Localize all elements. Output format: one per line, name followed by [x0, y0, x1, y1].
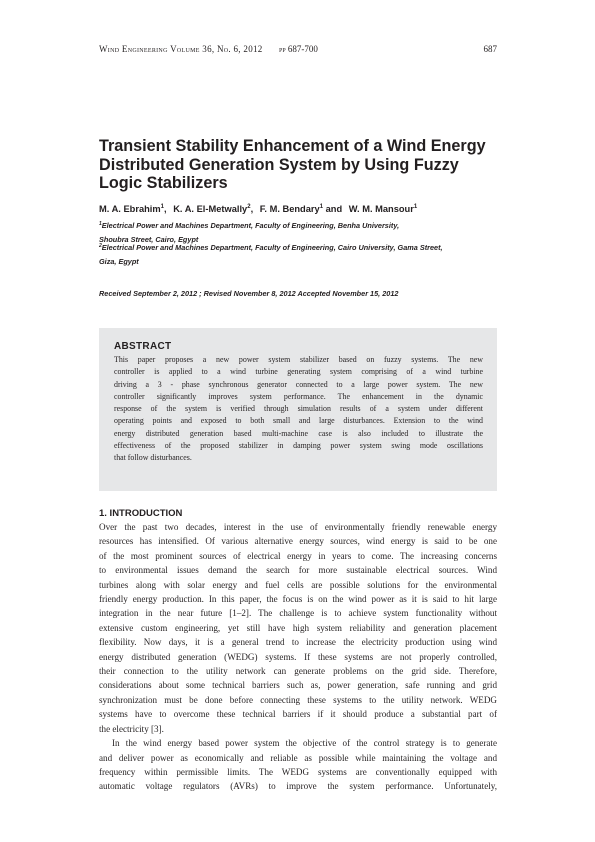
- body-line: systems have to overcome these technical barriers if it should produce a substantial part of: [99, 709, 497, 720]
- running-head: [99, 44, 497, 58]
- abstract-line: effectiveness of the proposed stabilizer in damping power system swing mode oscillations: [114, 441, 483, 451]
- body-line: flexibility. Now days, it is a general trend to increase the electricity production using wind: [99, 637, 497, 648]
- affiliation-mark: 1: [319, 204, 324, 210]
- abstract-box: [99, 328, 497, 491]
- body-line: energy distributed generation (WEDG) systems. If these systems are not properly controlled,: [99, 651, 497, 662]
- affiliation-mark: 2: [99, 243, 102, 249]
- received-dates: Received September 2, 2012 ; Revised November 8, 2012 Accepted November 15, 2012: [99, 289, 399, 298]
- author-name: F. M. Bendary: [259, 204, 320, 214]
- body-line: friendly energy production. In this paper, the focus is on the wind power as it is said to hit large: [99, 594, 497, 605]
- author-separator: ,: [250, 204, 254, 214]
- body-line: considerations about some technical barriers such as, power generation, safe running and grid: [99, 680, 497, 691]
- abstract-line: controller is applied to a wind turbine generating system comprising of a wind turbine: [114, 367, 483, 377]
- paper-title: [99, 137, 499, 193]
- abstract-heading: ABSTRACT: [114, 341, 172, 352]
- body-line: In the wind energy based power system the objective of the control strategy is to generate: [112, 738, 497, 749]
- body-line: frequency within permissible limits. The WEDG systems are conventionally equipped with: [99, 766, 497, 777]
- introduction-body: [99, 520, 497, 794]
- author-name: K. A. El-Metwally: [173, 204, 248, 214]
- title-line: Logic Stabilizers: [99, 174, 228, 192]
- body-line: turbines along with solar energy and fuel cells are possible solutions for the environmental: [99, 579, 497, 590]
- page-number: 687: [483, 44, 497, 54]
- body-line: and deliver power as economically and reliable as possible while maintaining the voltage and: [99, 752, 497, 763]
- body-line: resources has intensified. Of various alternative energy sources, wind energy is said to be one: [99, 536, 497, 547]
- abstract-line: operating points and exposed to both small and large disturbances. Extension to the wind: [114, 416, 483, 426]
- body-line: extensive custom engineering, yet still have high system reliability and generation placement: [99, 622, 497, 633]
- body-line: to environmental issues demand the search for more sustainable electrical sources. Wind: [99, 565, 497, 576]
- affiliation-2: [99, 240, 499, 268]
- author-separator: ,: [164, 204, 167, 214]
- body-line: of the most prominent sources of electrical energy in years to come. The increasing concerns: [99, 550, 497, 561]
- affiliation-mark: 2: [247, 204, 251, 210]
- body-line: their connection to the utility network can generate problems on the grid side. Therefore,: [99, 666, 497, 677]
- body-line: automatic voltage regulators (AVRs) to improve the system performance. Unfortunately,: [99, 781, 497, 792]
- abstract-line: that follow disturbances.: [114, 453, 192, 463]
- abstract-line: driving a 3 - phase synchronous generator connected to a large power system. The new: [114, 379, 483, 389]
- abstract-line: This paper proposes a new power system stabilizer based on fuzzy systems. The new: [114, 355, 483, 364]
- body-line: the electricity [3].: [99, 723, 164, 734]
- abstract-line: energy distributed generation based multi-machine case is also included to illustrate the: [114, 428, 483, 438]
- author-name: M. A. Ebrahim: [99, 204, 161, 214]
- title-line: Transient Stability Enhancement of a Wind Energy: [99, 137, 486, 155]
- author-list: [99, 204, 497, 214]
- affiliation-mark: 1: [99, 221, 102, 227]
- section-heading-introduction: 1. INTRODUCTION: [99, 508, 183, 519]
- journal-info: Wind Engineering Volume 36, No. 6, 2012: [99, 44, 263, 54]
- body-line: synchronization must be done before connecting these systems to the utility network. WEDG: [99, 694, 497, 705]
- affiliation-mark: 1: [413, 204, 418, 210]
- affiliation-line: Electrical Power and Machines Department, Faculty of Engineering, Benha University,: [101, 221, 400, 230]
- body-line: integration in the near future [1–2]. The challenge is to achieve system functionality without: [99, 608, 497, 619]
- affiliation-mark: 1: [160, 204, 164, 210]
- body-line: Over the past two decades, interest in the use of environmentally friendly renewable energy: [99, 522, 497, 532]
- page-range: pp 687-700: [279, 44, 318, 54]
- author-name: W. M. Mansour: [348, 204, 414, 214]
- affiliation-line: Giza, Egypt: [99, 256, 139, 266]
- affiliation-line: Electrical Power and Machines Department, Faculty of Engineering, Cairo University, Gama Street,: [101, 243, 443, 252]
- affiliation-line: Shoubra Street, Cairo, Egypt: [99, 234, 199, 244]
- abstract-line: response of the system is verified through simulation results of a system under different: [114, 404, 483, 414]
- abstract-text: [114, 354, 483, 465]
- author-separator: and: [325, 204, 343, 214]
- abstract-line: controller significantly improves system performance. The enhancement in the dynamic: [114, 391, 483, 401]
- title-line: Distributed Generation System by Using Fuzzy: [99, 155, 459, 174]
